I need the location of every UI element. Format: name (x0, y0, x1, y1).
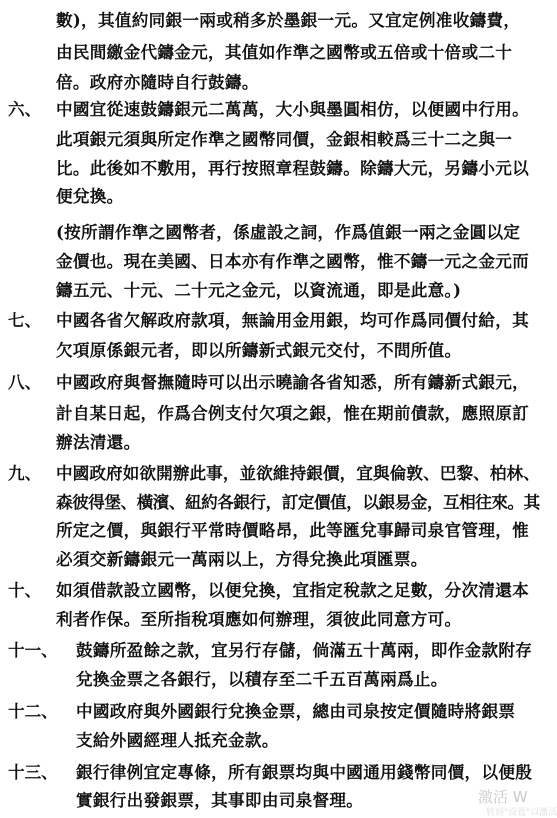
text-line: 必須交新鑄銀元一萬兩以上，方得兌換此項匯票。 (56, 549, 428, 569)
text-line: 比。此後如不敷用，再行按照章程鼓鑄。除鑄大元，另鑄小元以 (56, 158, 530, 178)
item-number: 十一、 (8, 640, 58, 660)
text-line: 中國各省欠解政府款項，無論用金用銀，均可作爲同價付給，其 (56, 310, 530, 330)
text-line: 由民間繳金代鑄金元，其值如作準之國幣或五倍或十倍或二十 (56, 42, 513, 62)
text-line: 支給外國經理人抵充金款。 (76, 730, 279, 750)
text-line: 中國宜從速鼓鑄銀元二萬萬，大小與墨圓相仿，以便國中行用。 (56, 99, 530, 119)
text-line: 鼓鑄所盈餘之款，宜另行存儲，倘滿五十萬兩，即作金款附存 (76, 640, 533, 660)
text-line: 中國政府與外國銀行兌換金票，總由司泉按定價隨時將銀票 (76, 701, 516, 721)
item-number: 十、 (8, 580, 42, 600)
item-number: 九、 (8, 463, 42, 483)
text-line: 此項銀元須與所定作準之國幣同價，金銀相較爲三十二之與一 (56, 129, 513, 149)
item-number: 十二、 (8, 701, 58, 721)
text-line: 兌換金票之各銀行，以積存至二千五百萬兩爲止。 (76, 669, 448, 689)
text-line: 鑄五元、十元、二十元之金元，以資流通，即是此意。) (56, 280, 462, 300)
text-line: 利者作保。至所指稅項應如何辦理，須彼此同意方可。 (56, 609, 462, 629)
item-number: 六、 (8, 99, 42, 119)
item-number: 七、 (8, 310, 42, 330)
text-line: 辦法清還。 (56, 432, 141, 452)
text-line: 金價也。現在美國、日本亦有作準之國幣，惟不鑄一元之金元而 (56, 251, 530, 271)
activation-watermark-subtext: 转到"设置"以激活 (486, 808, 557, 818)
text-line: 欠項原係銀元者，即以所鑄新式銀元交付，不問所值。 (56, 340, 462, 360)
text-line: (按所謂作準之國幣者，係虛設之詞，作爲值銀一兩之金圓以定 (56, 222, 521, 242)
text-line: 銀行律例宜定專條，所有銀票均與中國通用錢幣同價，以便殷 (76, 762, 533, 782)
text-line: 計自某日起，作爲合例支付欠項之銀，惟在期前債款，應照原訂 (56, 403, 530, 423)
text-line: 中國政府如欲開辦此事，並欲維持銀價，宜與倫敦、巴黎、柏林、 (56, 463, 540, 483)
item-number: 十三、 (8, 762, 58, 782)
text-line: 實銀行出發銀票，其事即由司泉督理。 (76, 790, 364, 810)
text-line: 所定之價，與銀行平常時價略昂，此等匯兌事歸司泉官管理，惟 (56, 520, 530, 540)
text-line: 數)，其值約同銀一兩或稍多於墨銀一元。又宜定例准收鑄費， (56, 10, 521, 30)
text-line: 倍。政府亦隨時自行鼓鑄。 (56, 72, 259, 92)
text-line: 中國政府與督撫隨時可以出示曉諭各省知悉，所有鑄新式銀元， (56, 372, 530, 392)
text-line: 便兌換。 (56, 186, 124, 206)
item-number: 八、 (8, 372, 42, 392)
text-line: 森彼得堡、橫濱、紐約各銀行，訂定價值，以銀易金，互相往來。其 (56, 492, 540, 512)
text-line: 如須借款設立國幣，以便兌換，宜指定稅款之足數，分次清還本 (56, 580, 530, 600)
activation-watermark: 激活 W (478, 788, 528, 806)
